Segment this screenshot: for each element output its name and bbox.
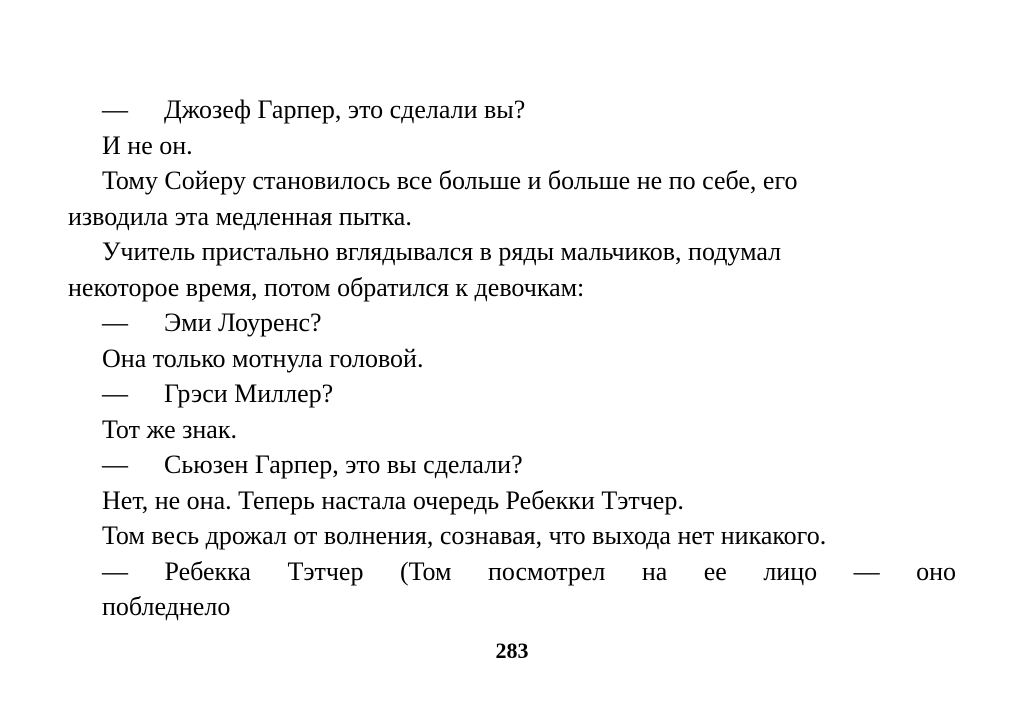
line-word: — bbox=[102, 556, 128, 586]
paragraph-line bbox=[68, 199, 956, 235]
paragraph-line bbox=[68, 483, 956, 519]
line-word: на bbox=[641, 556, 668, 586]
line-text: Нет, не она. Теперь настала очередь Ребекки Тэтчер. bbox=[102, 485, 684, 515]
line-word: оно bbox=[916, 556, 956, 586]
dialogue-dash: — bbox=[102, 450, 128, 479]
paragraph-line bbox=[68, 589, 956, 625]
dialogue-dash: — bbox=[102, 379, 128, 408]
paragraph-line bbox=[68, 305, 956, 341]
line-word: (Том bbox=[399, 556, 452, 586]
paragraph-line bbox=[68, 518, 956, 554]
paragraph-line bbox=[68, 128, 956, 164]
paragraph-line bbox=[68, 92, 956, 128]
line-text: Она только мотнула головой. bbox=[102, 343, 424, 373]
justified-paragraph-line bbox=[68, 554, 956, 590]
line-word: Тэтчер bbox=[287, 556, 364, 586]
paragraph-line bbox=[68, 447, 956, 483]
line-text: Эми Лоуренс? bbox=[164, 308, 322, 337]
line-word: ее bbox=[703, 556, 727, 586]
paragraph-line bbox=[68, 163, 956, 199]
dialogue-dash: — bbox=[102, 308, 128, 337]
line-text: некоторое время, потом обратился к девочкам: bbox=[68, 272, 585, 302]
line-text: Тот же знак. bbox=[102, 414, 237, 444]
line-text: Учитель пристально вглядывался в ряды мальчиков, подумал bbox=[102, 237, 782, 266]
line-text: изводила эта медленная пытка. bbox=[68, 201, 412, 231]
paragraph-line bbox=[68, 376, 956, 412]
line-word: посмотрел bbox=[487, 556, 606, 586]
line-word: Ребекка bbox=[164, 556, 251, 586]
paragraph-line bbox=[68, 412, 956, 448]
paragraph-line bbox=[68, 234, 956, 270]
paragraph-line bbox=[68, 341, 956, 377]
line-word: — bbox=[853, 556, 880, 586]
line-word: лицо bbox=[763, 556, 818, 586]
line-text: Джозеф Гарпер, это сделали вы? bbox=[164, 95, 526, 124]
paragraph-line bbox=[68, 270, 956, 306]
text-body bbox=[68, 92, 956, 625]
page-number: 283 bbox=[495, 638, 529, 663]
line-text: Грэси Миллер? bbox=[164, 379, 334, 408]
dialogue-dash: — bbox=[102, 95, 128, 124]
line-text: Тому Сойеру становилось все больше и больше не по себе, его bbox=[102, 166, 798, 195]
line-text: И не он. bbox=[102, 130, 193, 160]
line-text: Том весь дрожал от волнения, сознавая, что выхода нет никакого. bbox=[102, 521, 827, 550]
line-text: Сьюзен Гарпер, это вы сделали? bbox=[164, 450, 523, 479]
line-text: побледнело bbox=[102, 592, 231, 621]
